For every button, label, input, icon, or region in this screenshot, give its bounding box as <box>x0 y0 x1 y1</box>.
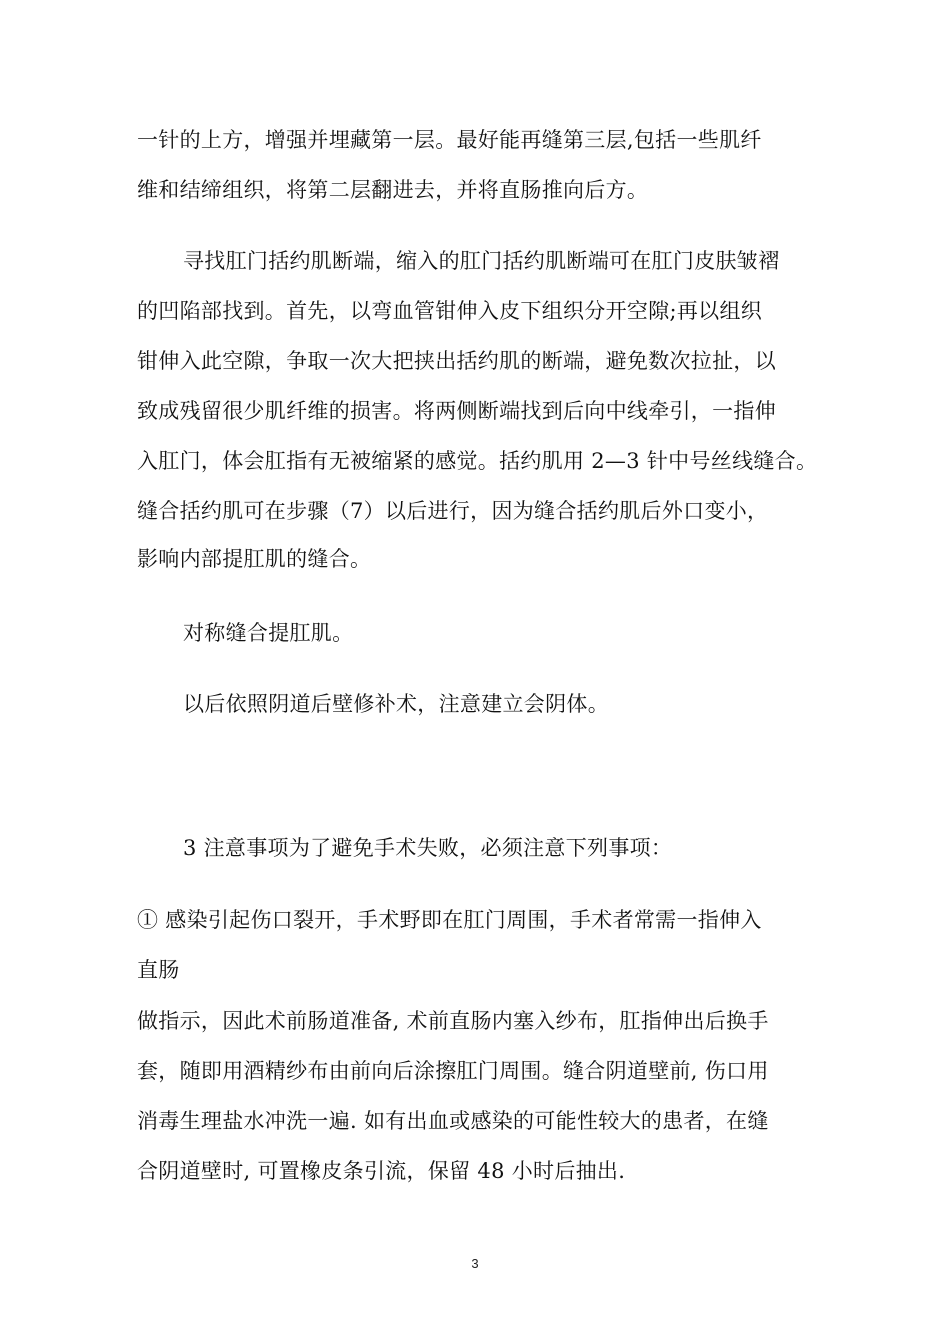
paragraph-6-line-6: 合阴道壁时, 可置橡皮条引流，保留 48 小时后抽出. <box>137 1159 626 1183</box>
paragraph-1-line-2: 维和结缔组织，将第二层翻进去，并将直肠推向后方。 <box>137 178 649 202</box>
page-number: 3 <box>471 1256 479 1271</box>
paragraph-2-line-7: 影响内部提肛肌的缝合。 <box>137 547 372 571</box>
paragraph-6-line-5: 消毒生理盐水冲洗一遍. 如有出血或感染的可能性较大的患者，在缝 <box>137 1109 769 1133</box>
paragraph-2-line-6: 缝合括约肌可在步骤（7）以后进行，因为缝合括约肌后外口变小， <box>137 499 769 523</box>
paragraph-2-line-5: 入肛门，体会肛指有无被缩紧的感觉。括约肌用 2—3 针中号丝线缝合。 <box>137 449 818 473</box>
paragraph-3-line-1: 对称缝合提肛肌。 <box>183 621 354 645</box>
paragraph-6-line-1: ① 感染引起伤口裂开，手术野即在肛门周围，手术者常需一指伸入 <box>137 908 762 932</box>
paragraph-6-line-2: 直肠 <box>137 958 180 982</box>
paragraph-4-line-1: 以后依照阴道后壁修补术，注意建立会阴体。 <box>183 692 609 716</box>
paragraph-6-line-3: 做指示，因此术前肠道准备, 术前直肠内塞入纱布，肛指伸出后换手 <box>137 1009 769 1033</box>
paragraph-2-line-4: 致成残留很少肌纤维的损害。将两侧断端找到后向中线牵引，一指伸 <box>137 399 776 423</box>
paragraph-6-line-4: 套，随即用酒精纱布由前向后涂擦肛门周围。缝合阴道壁前, 伤口用 <box>137 1059 769 1083</box>
paragraph-2-line-2: 的凹陷部找到。首先，以弯血管钳伸入皮下组织分开空隙;再以组织 <box>137 299 763 323</box>
paragraph-1-line-1: 一针的上方，增强并埋藏第一层。最好能再缝第三层,包括一些肌纤 <box>137 128 762 152</box>
paragraph-2-line-3: 钳伸入此空隙，争取一次大把挟出括约肌的断端，避免数次拉扯，以 <box>137 349 776 373</box>
paragraph-2-line-1: 寻找肛门括约肌断端，缩入的肛门括约肌断端可在肛门皮肤皱褶 <box>183 249 780 273</box>
section-heading-notes: 3 注意事项为了避免手术失败，必须注意下列事项： <box>183 836 673 860</box>
